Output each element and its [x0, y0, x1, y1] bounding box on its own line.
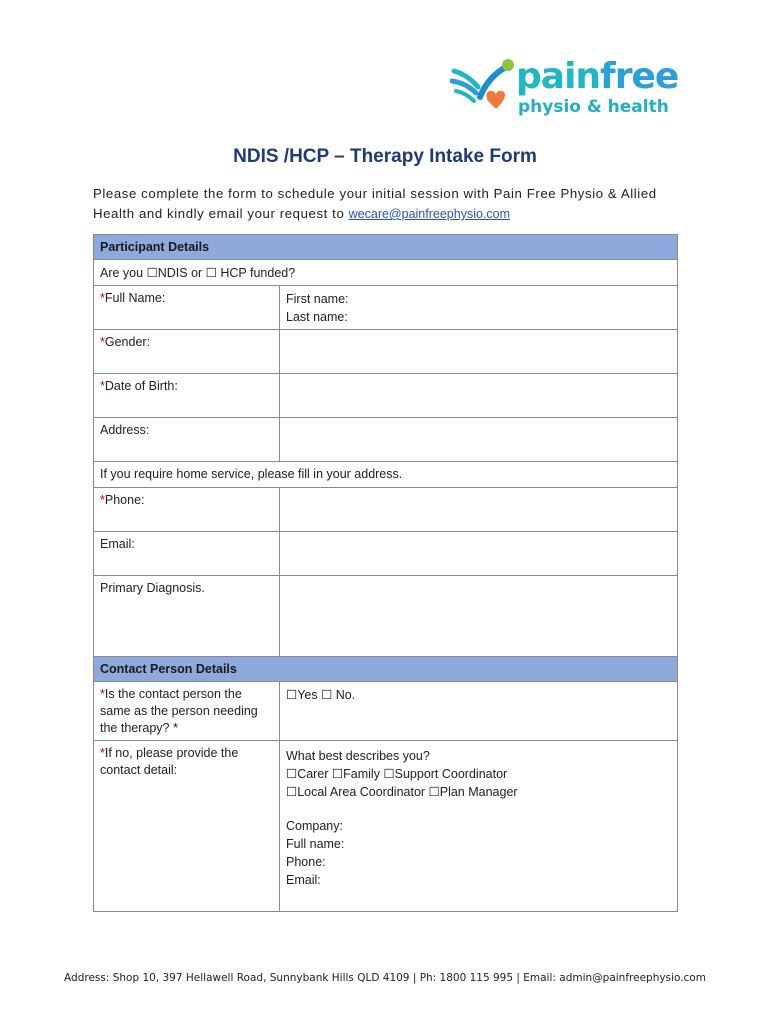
contact-details-header: Contact Person Details [94, 657, 677, 682]
brand-name: painfree [516, 56, 679, 97]
diagnosis-row [94, 576, 677, 657]
phone-field[interactable] [280, 488, 677, 531]
intake-form-table [93, 234, 678, 912]
email-link[interactable]: wecare@painfreephysio.com [348, 207, 511, 221]
first-name-label: First name: [286, 292, 349, 306]
logo-figure-icon [450, 57, 520, 121]
diagnosis-label: Primary Diagnosis. [94, 576, 280, 656]
dob-field[interactable] [280, 374, 677, 417]
address-row [94, 418, 677, 462]
last-name-label: Last name: [286, 310, 348, 324]
contact-detail-field[interactable] [280, 741, 677, 911]
email-label: Email: [94, 532, 280, 575]
contact-phone-label: Phone: [286, 855, 326, 869]
gender-label: *Gender: [94, 330, 280, 373]
page-title: NDIS /HCP – Therapy Intake Form [233, 146, 537, 167]
describes-question: What best describes you? [286, 749, 430, 763]
address-label: Address: [94, 418, 280, 461]
dob-label: *Date of Birth: [94, 374, 280, 417]
contact-full-name-label: Full name: [286, 837, 345, 851]
home-service-note: If you require home service, please fill in your address. [100, 467, 403, 481]
funding-row [94, 260, 677, 286]
dob-row [94, 374, 677, 418]
role-options-line-2[interactable]: ☐Local Area Coordinator ☐Plan Manager [286, 785, 518, 799]
contact-detail-row [94, 741, 677, 911]
email-row [94, 532, 677, 576]
footer-address: Address: Shop 10, 397 Hellawell Road, Sunnybank Hills QLD 4109 | Ph: 1800 115 995 | Email: admin@painfreephysio.com [64, 972, 706, 984]
diagnosis-field[interactable] [280, 576, 677, 656]
role-options-line-1[interactable]: ☐Carer ☐Family ☐Support Coordinator [286, 767, 508, 781]
gender-row [94, 330, 677, 374]
participant-details-header: Participant Details [94, 235, 677, 260]
phone-label: *Phone: [94, 488, 280, 531]
brand-tagline: physio & health [518, 97, 669, 117]
same-person-options[interactable]: ☐Yes ☐ No. [286, 688, 356, 702]
home-service-row [94, 462, 677, 488]
logo [450, 55, 685, 125]
contact-detail-label: *If no, please provide the contact detail: [94, 741, 280, 911]
email-field[interactable] [280, 532, 677, 575]
full-name-row [94, 286, 677, 330]
contact-email-label: Email: [286, 873, 321, 887]
intro-text: Please complete the form to schedule your initial session with Pain Free Physio & Allied Health and kindly email your request to wecare@painfreephysio.com [93, 186, 657, 221]
phone-row [94, 488, 677, 532]
same-person-row [94, 682, 677, 741]
gender-field[interactable] [280, 330, 677, 373]
full-name-label: *Full Name: [94, 286, 280, 329]
same-person-label: *Is the contact person the same as the person needing the therapy? * [94, 682, 280, 740]
address-field[interactable] [280, 418, 677, 461]
company-label: Company: [286, 819, 343, 833]
funding-question[interactable]: Are you ☐NDIS or ☐ HCP funded? [100, 266, 296, 280]
full-name-field[interactable] [280, 286, 677, 329]
